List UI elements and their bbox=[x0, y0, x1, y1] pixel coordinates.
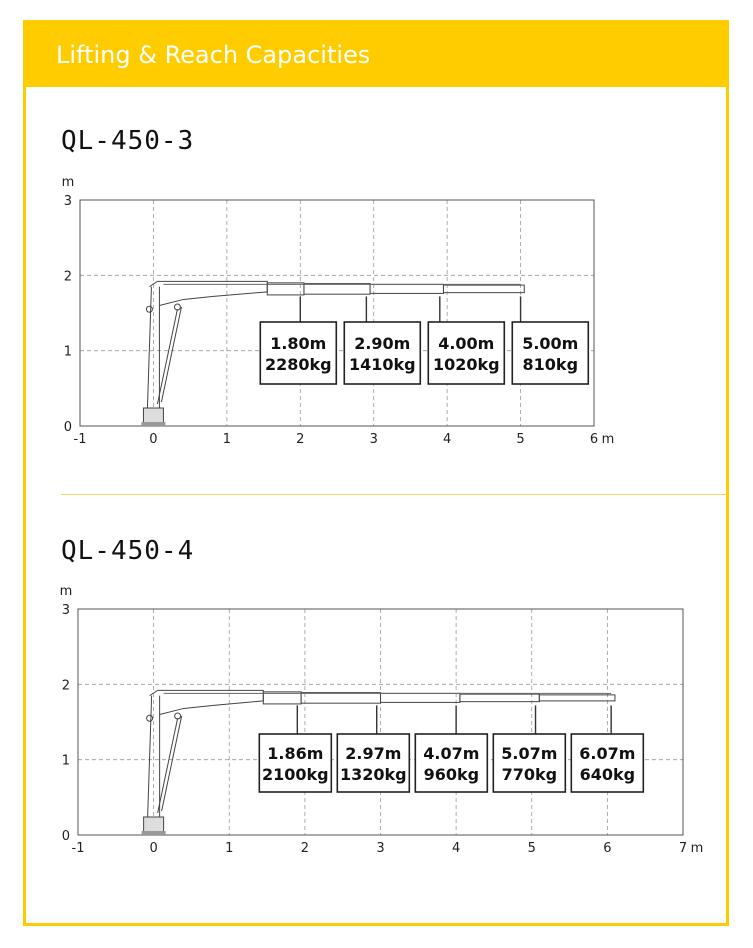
x-tick-label: 6 bbox=[603, 841, 612, 856]
capacity-reach: 5.00m bbox=[522, 334, 579, 353]
crane-boom-section bbox=[460, 694, 539, 702]
capacity-box bbox=[428, 322, 504, 384]
capacity-load: 1320kg bbox=[340, 765, 407, 784]
capacity-load: 640kg bbox=[579, 765, 636, 784]
capacity-box bbox=[260, 322, 336, 384]
y-tick-label: 3 bbox=[61, 603, 70, 618]
capacity-reach: 4.07m bbox=[423, 744, 480, 763]
crane-cylinder-2 bbox=[162, 716, 182, 811]
x-axis-unit: m bbox=[690, 841, 704, 856]
x-tick-label: 5 bbox=[516, 432, 525, 447]
crane-boom-section bbox=[539, 695, 615, 701]
capacity-reach: 5.07m bbox=[501, 744, 558, 763]
crane-column-left bbox=[147, 287, 151, 408]
capacity-reach: 2.90m bbox=[354, 334, 411, 353]
crane-boom-section bbox=[381, 693, 460, 702]
x-tick-label: 3 bbox=[369, 432, 378, 447]
capacity-reach: 1.80m bbox=[270, 334, 327, 353]
crane-base bbox=[143, 408, 163, 424]
y-axis-unit: m bbox=[61, 175, 75, 190]
capacity-box bbox=[512, 322, 588, 384]
x-tick-label: 5 bbox=[527, 841, 536, 856]
x-tick-label: 6 bbox=[589, 432, 599, 447]
chart-ql-450-4 bbox=[60, 584, 704, 856]
capacity-load: 770kg bbox=[501, 765, 558, 784]
crane-boom-main bbox=[149, 281, 267, 305]
plot-frame bbox=[80, 200, 594, 426]
crane-base-plate bbox=[141, 422, 165, 426]
capacity-load: 1020kg bbox=[432, 355, 500, 374]
y-tick-label: 0 bbox=[63, 420, 72, 435]
model-title-ql-450-4: QL-450-4 bbox=[61, 536, 195, 566]
y-tick-label: 1 bbox=[61, 753, 70, 769]
x-tick-label: 4 bbox=[443, 432, 452, 447]
x-tick-label: -1 bbox=[73, 432, 87, 447]
y-tick-label: 3 bbox=[63, 194, 72, 209]
crane-column-left bbox=[148, 696, 152, 817]
capacity-reach: 6.07m bbox=[579, 744, 636, 763]
x-tick-label: -1 bbox=[71, 841, 85, 856]
x-tick-label: 4 bbox=[451, 841, 461, 856]
y-tick-label: 2 bbox=[61, 678, 70, 694]
x-tick-label: 0 bbox=[149, 841, 158, 856]
crane-pivot bbox=[147, 715, 153, 721]
x-tick-label: 3 bbox=[376, 841, 385, 856]
x-tick-label: 1 bbox=[222, 432, 231, 447]
y-axis-unit: m bbox=[59, 584, 73, 599]
capacity-reach: 4.00m bbox=[438, 334, 495, 353]
capacity-load: 1410kg bbox=[348, 355, 416, 374]
crane-boom-section bbox=[370, 284, 443, 293]
x-tick-label: 2 bbox=[300, 841, 310, 856]
crane-pivot-2 bbox=[174, 304, 180, 310]
y-tick-label: 0 bbox=[61, 829, 70, 844]
crane-base bbox=[144, 817, 164, 833]
y-tick-label: 2 bbox=[63, 269, 72, 285]
x-tick-label: 0 bbox=[149, 432, 158, 447]
crane-boom-section bbox=[304, 284, 370, 295]
crane-cylinder bbox=[157, 309, 177, 404]
crane-cylinder-2 bbox=[161, 307, 181, 402]
x-tick-label: 7 bbox=[678, 841, 688, 856]
x-axis-unit: m bbox=[601, 432, 615, 447]
x-tick-label: 2 bbox=[296, 432, 305, 447]
model-title-ql-450-3: QL-450-3 bbox=[61, 126, 195, 156]
crane-boom-main bbox=[150, 690, 264, 714]
capacity-reach: 1.86m bbox=[267, 744, 324, 763]
crane-pivot-2 bbox=[175, 713, 181, 719]
capacity-load: 2100kg bbox=[262, 765, 329, 784]
crane-boom-section bbox=[443, 285, 524, 293]
crane-pivot bbox=[146, 306, 152, 312]
capacity-reach: 2.97m bbox=[345, 744, 402, 763]
crane-cylinder bbox=[158, 718, 178, 813]
y-tick-label: 1 bbox=[63, 344, 72, 360]
section-header: Lifting & Reach Capacities bbox=[26, 23, 726, 87]
x-tick-label: 1 bbox=[225, 841, 234, 856]
capacity-load: 960kg bbox=[423, 765, 480, 784]
capacity-box bbox=[344, 322, 420, 384]
capacity-load: 810kg bbox=[522, 355, 579, 374]
capacity-load: 2280kg bbox=[264, 355, 332, 374]
crane-base-plate bbox=[142, 831, 166, 835]
chart-ql-450-3 bbox=[62, 175, 615, 447]
crane-boom-section bbox=[301, 693, 380, 704]
